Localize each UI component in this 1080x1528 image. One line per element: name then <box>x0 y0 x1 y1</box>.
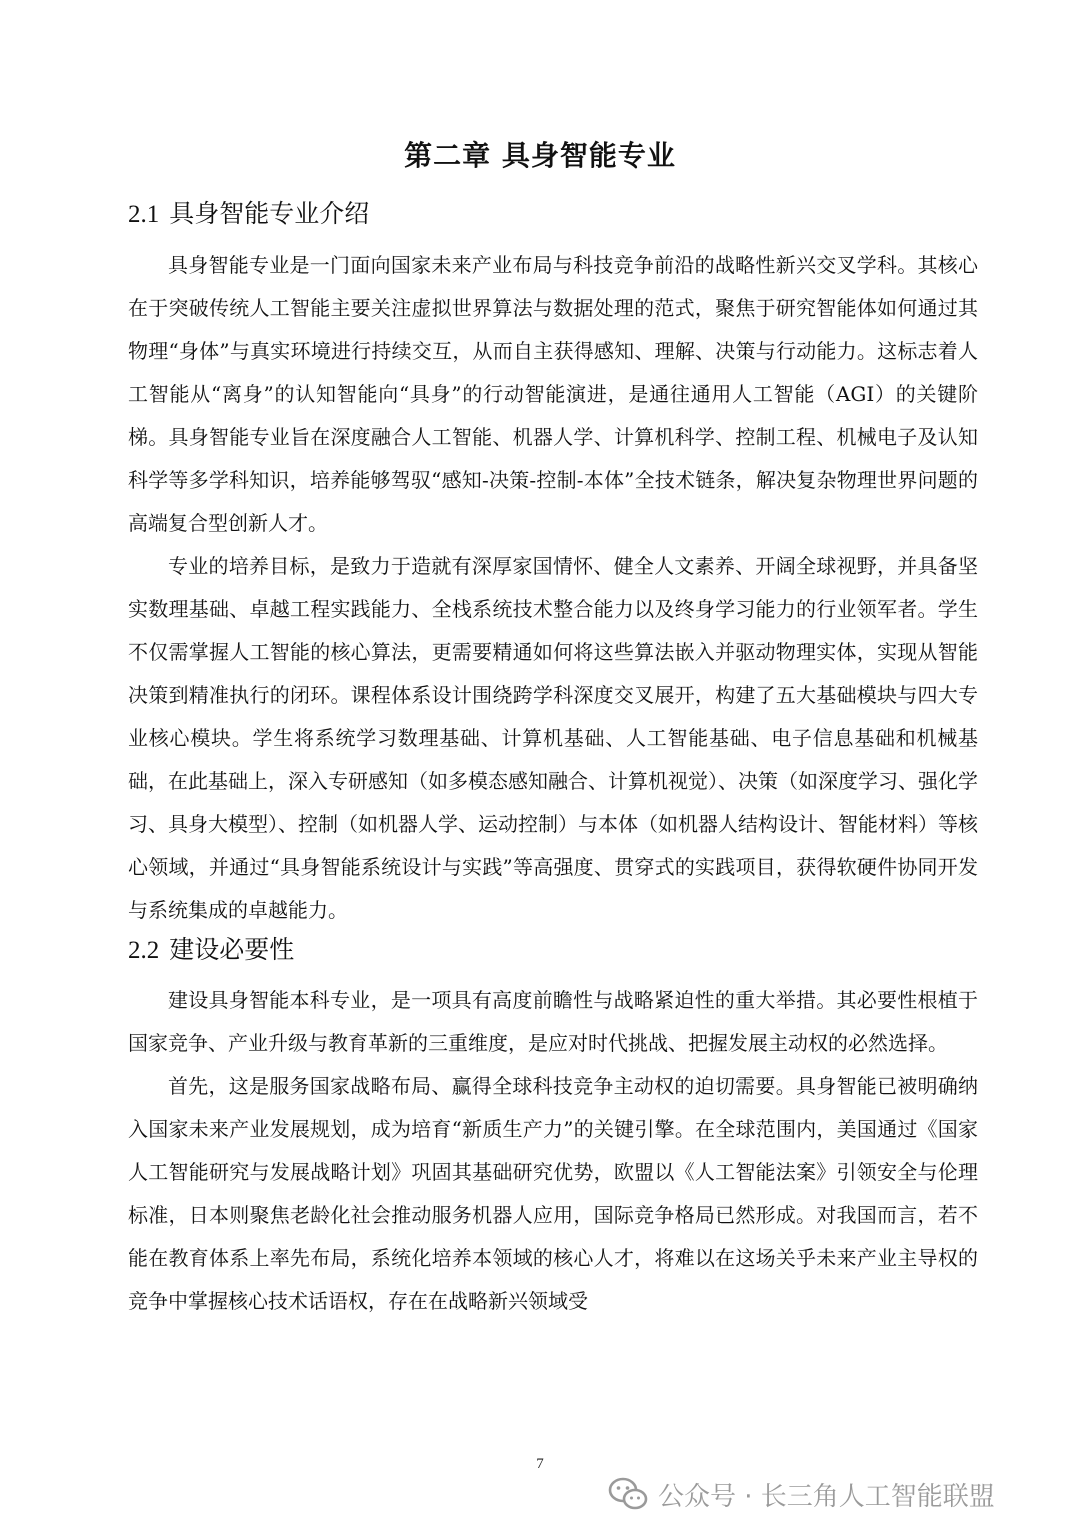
chapter-title: 第二章 具身智能专业 <box>404 139 676 172</box>
section-title: 建设必要性 <box>169 935 295 964</box>
paragraph: 专业的培养目标，是致力于造就有深厚家国情怀、健全人文素养、开阔全球视野，并具备坚实数理基础、卓越工程实践能力、全栈系统技术整合能力以及终身学习能力的行业领军者。学生不仅需掌握人工智能的核心算法，更需要精通如何将这些算法嵌入并驱动物理实体，实现从智能决策到精准执行的闭环。课程体系设计围绕跨学科深度交叉展开，构建了五大基础模块与四大专业核心模块。学生将系统学习数理基础、计算机基础、人工智能基础、电子信息基础和机械基础，在此基础上，深入专研感知（如多模态感知融合、计算机视觉）、决策（如深度学习、强化学习、具身大模型）、控制（如机器人学、运动控制）与本体（如机器人结构设计、智能材料）等核心领域，并通过“具身智能系统设计与实践”等高强度、贯穿式的实践项目，获得软硬件协同开发与系统集成的卓越能力。 <box>128 554 978 922</box>
paragraph: 建设具身智能本科专业，是一项具有高度前瞻性与战略紧迫性的重大举措。其必要性根植于国家竞争、产业升级与教育革新的三重维度，是应对时代挑战、把握发展主动权的必然选择。 <box>128 988 978 1055</box>
watermark <box>608 1472 1058 1516</box>
section-heading-2-2 <box>128 932 978 969</box>
paragraph: 首先，这是服务国家战略布局、赢得全球科技竞争主动权的迫切需要。具身智能已被明确纳入国家未来产业发展规划，成为培育“新质生产力”的关键引擎。在全球范围内，美国通过《国家人工智能研究与发展战略计划》巩固其基础研究优势，欧盟以《人工智能法案》引领安全与伦理标准，日本则聚焦老龄化社会推动服务机器人应用，国际竞争格局已然形成。对我国而言，若不能在教育体系上率先布局，系统化培养本领域的核心人才，将难以在这场关乎未来产业主导权的竞争中掌握核心技术话语权，存在在战略新兴领域受 <box>128 1074 978 1313</box>
section-number: 2.1 <box>128 201 160 228</box>
section-heading-2-1 <box>128 196 978 233</box>
paragraph: 具身智能专业是一门面向国家未来产业布局与科技竞争前沿的战略性新兴交叉学科。其核心在于突破传统人工智能主要关注虚拟世界算法与数据处理的范式，聚焦于研究智能体如何通过其物理“身体”与真实环境进行持续交互，从而自主获得感知、理解、决策与行动能力。这标志着人工智能从“离身”的认知智能向“具身”的行动智能演进，是通往通用人工智能（AGI）的关键阶梯。具身智能专业旨在深度融合人工智能、机器人学、计算机科学、控制工程、机械电子及认知科学等多学科知识，培养能够驾驭“感知-决策-控制-本体”全技术链条，解决复杂物理世界问题的高端复合型创新人才。 <box>128 253 978 535</box>
wechat-icon <box>608 1477 648 1511</box>
section-body-2-1 <box>128 244 978 932</box>
section-number: 2.2 <box>128 937 160 964</box>
section-body-2-2 <box>128 979 978 1323</box>
section-title: 具身智能专业介绍 <box>169 199 370 228</box>
page-number: 7 <box>536 1456 544 1472</box>
watermark-text: 公众号 · 长三角人工智能联盟 <box>658 1481 995 1512</box>
